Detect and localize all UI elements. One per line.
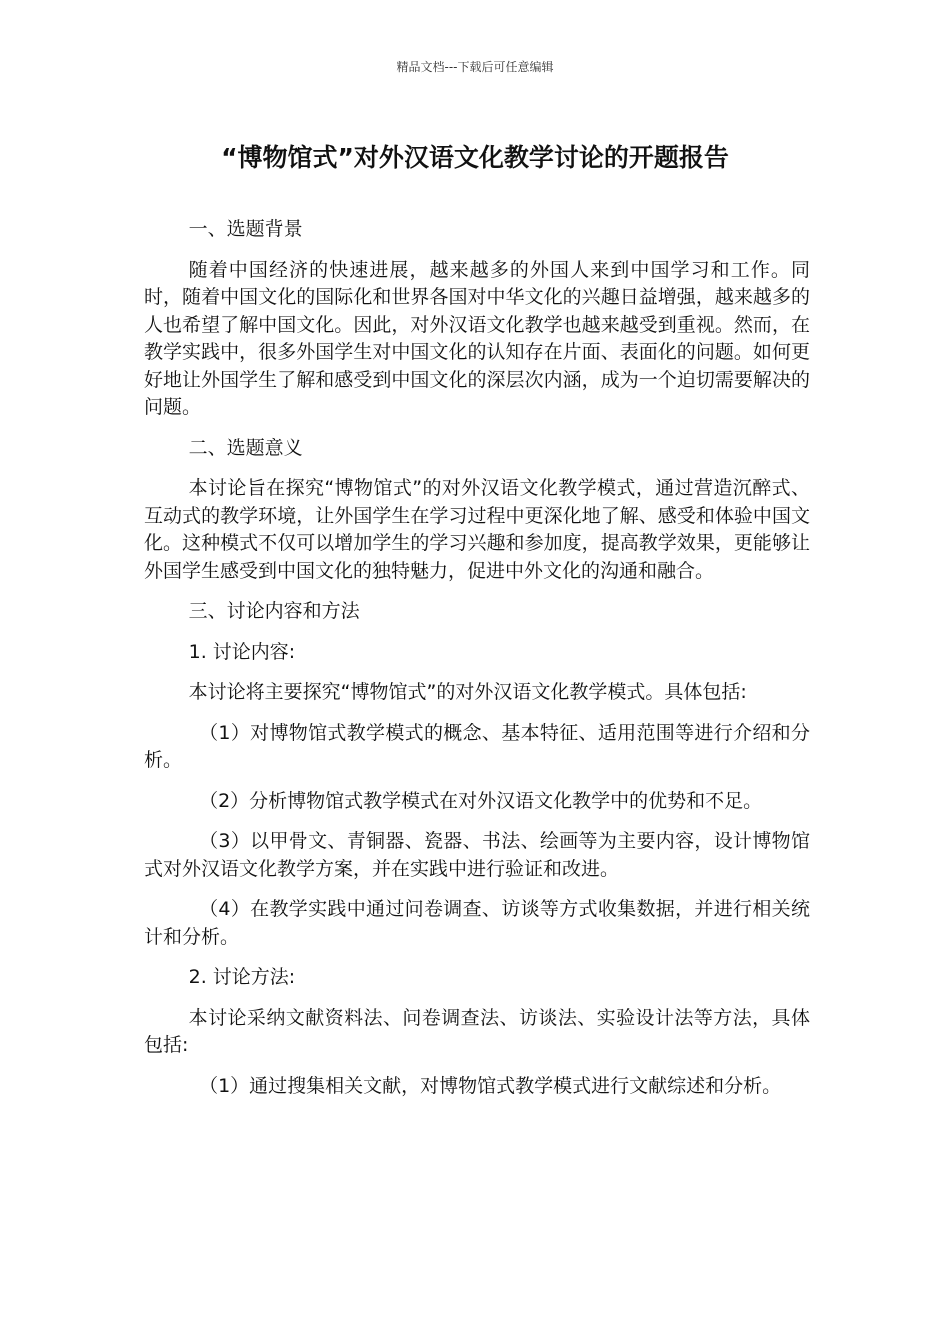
paragraph-content-intro: 本讨论将主要探究“博物馆式”的对外汉语文化教学模式。具体包括: [188, 681, 747, 703]
paragraph-background: 随着中国经济的快速进展，越来越多的外国人来到中国学习和工作。同时，随着中国文化的国际化和世界各国对中华文化的兴趣日益增强，越来越多的人也希望了解中国文化。因此，对外汉语文化教学也越来越受到重视。然而，在教学实践中，很多外国学生对中国文化的认知存在片面、表面化的问题。如何更好地让外国学生了解和感受到中国文化的深层次内涵，成为一个迫切需要解决的问题。 [144, 258, 810, 418]
subheading-content: 1. 讨论内容: [188, 640, 296, 663]
document-title: “博物馆式”对外汉语文化教学讨论的开题报告 [221, 143, 729, 172]
paragraph-significance: 本讨论旨在探究“博物馆式”的对外汉语文化教学模式，通过营造沉醉式、互动式的教学环境，让外国学生在学习过程中更深化地了解、感受和体验中国文化。这种模式不仅可以增加学生的学习兴趣和参加度，提高教学效果，更能够让外国学生感受到中国文化的独特魅力，促进中外文化的沟通和融合。 [144, 477, 810, 582]
content-item: （1）对博物馆式教学模式的概念、基本特征、适用范围等进行介绍和分析。 [144, 721, 810, 771]
section-heading-content-methods: 三、讨论内容和方法 [188, 600, 360, 622]
content-item: （2）分析博物馆式教学模式在对外汉语文化教学中的优势和不足。 [199, 789, 763, 812]
section-heading-background: 一、选题背景 [188, 218, 303, 240]
section-heading-significance: 二、选题意义 [188, 436, 303, 459]
header-note: 精品文档---下载后可任意编辑 [396, 60, 554, 74]
content-item: （4）在教学实践中通过问卷调查、访谈等方式收集数据，并进行相关统计和分析。 [144, 898, 810, 948]
paragraph-methods-intro: 本讨论采纳文献资料法、问卷调查法、访谈法、实验设计法等方法，具体包括: [144, 1006, 810, 1056]
subheading-methods: 2. 讨论方法: [188, 966, 296, 988]
content-item: （3）以甲骨文、青铜器、瓷器、书法、绘画等为主要内容，设计博物馆式对外汉语文化教学方案，并在实践中进行验证和改进。 [144, 830, 810, 880]
method-item: （1）通过搜集相关文献，对博物馆式教学模式进行文献综述和分析。 [199, 1074, 782, 1097]
document-body [144, 216, 810, 1113]
